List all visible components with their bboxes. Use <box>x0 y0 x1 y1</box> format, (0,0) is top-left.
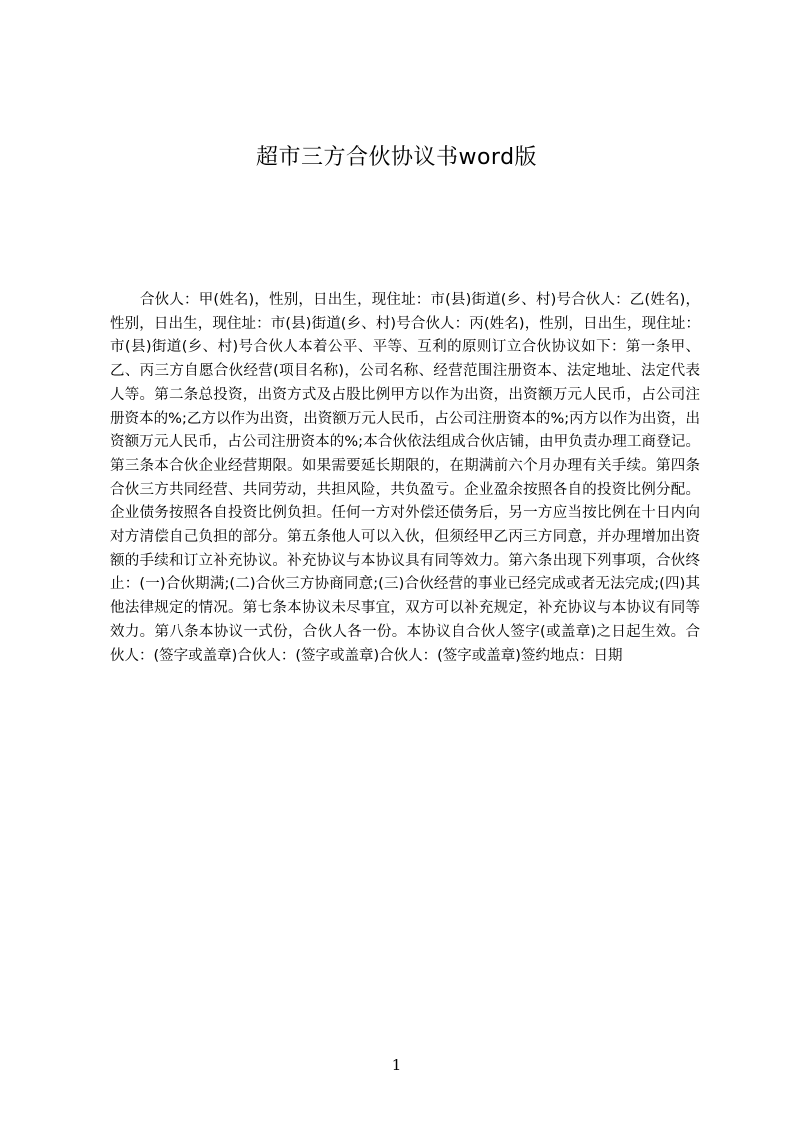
agreement-body-text: 合伙人：甲(姓名)，性别，日出生，现住址：市(县)街道(乡、村)号合伙人：乙(姓名)，性别，日出生，现住址：市(县)街道(乡、村)号合伙人：丙(姓名)，性别，日出生，现住址：市(县)街道(乡、村)号合伙人本着公平、平等、互利的原则订立合伙协议如下：第一条甲、乙、丙三方自愿合伙经营(项目名称)，公司名称、经营范围注册资本、法定地址、法定代表人等。第二条总投资，出资方式及占股比例甲方以作为出资，出资额万元人民币，占公司注册资本的%;乙方以作为出资，出资额万元人民币，占公司注册资本的%;丙方以作为出资，出资额万元人民币，占公司注册资本的%;本合伙依法组成合伙店铺，由甲负责办理工商登记。第三条本合伙企业经营期限。如果需要延长期限的，在期满前六个月办理有关手续。第四条合伙三方共同经营、共同劳动，共担风险，共负盈亏。企业盈余按照各自的投资比例分配。企业债务按照各自投资比例负担。任何一方对外偿还债务后，另一方应当按比例在十日内向对方清偿自己负担的部分。第五条他人可以入伙，但须经甲乙丙三方同意，并办理增加出资额的手续和订立补充协议。补充协议与本协议具有同等效力。第六条出现下列事项，合伙终止：(一)合伙期满;(二)合伙三方协商同意;(三)合伙经营的事业已经完成或者无法完成;(四)其他法律规定的情况。第七条本协议未尽事宜，双方可以补充规定，补充协议与本协议有同等效力。第八条本协议一式份，合伙人各一份。本协议自合伙人签字(或盖章)之日起生效。合伙人：(签字或盖章)合伙人：(签字或盖章)合伙人：(签字或盖章)签约地点：日期 <box>110 292 700 664</box>
page-number: 1 <box>391 1056 402 1074</box>
document-title: 超市三方合伙协议书word版 <box>255 145 538 170</box>
